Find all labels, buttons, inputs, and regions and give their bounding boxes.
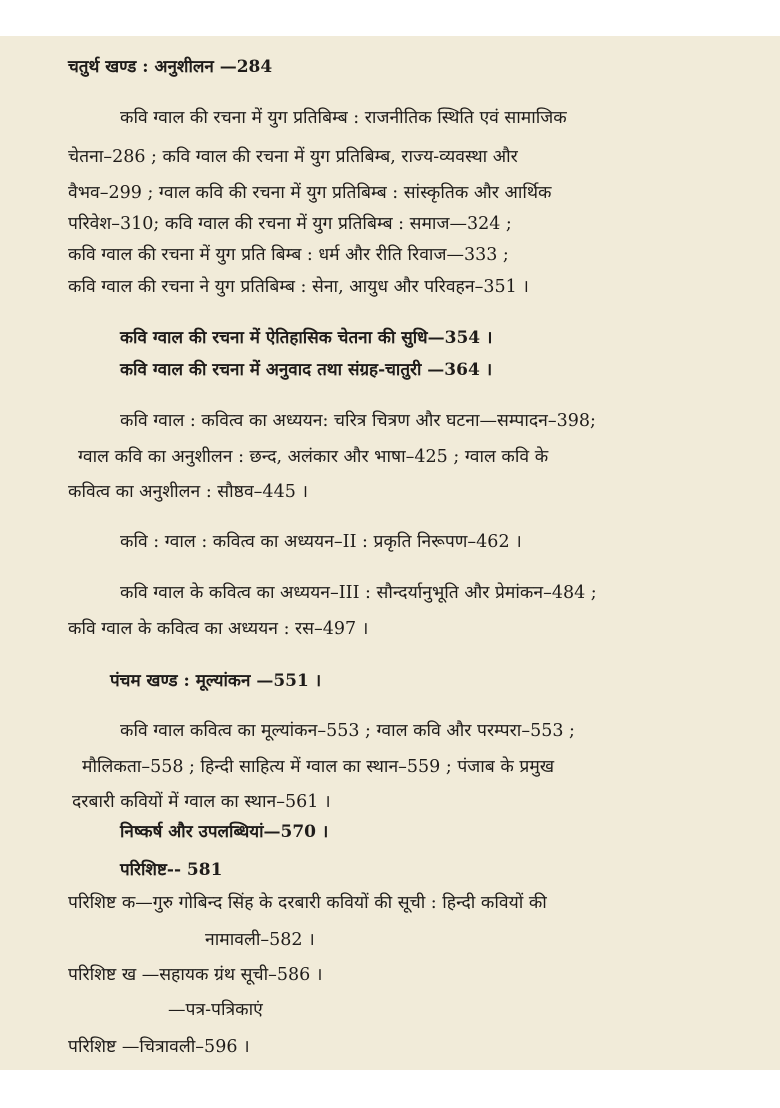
text-line: कवि ग्वाल की रचना ने युग प्रतिबिम्ब : सेना, आयुध और परिवहन–351 ।	[68, 277, 529, 297]
text-line: कवि ग्वाल के कवित्व का अध्ययन : रस–497 ।	[68, 619, 369, 639]
text-line: कवि ग्वाल की रचना में युग प्रतिबिम्ब : राजनीतिक स्थिति एवं सामाजिक	[120, 108, 567, 128]
section-heading-4: चतुर्थ खण्ड : अनुशीलन —284	[68, 57, 273, 77]
text-line: परिशिष्ट-- 581	[120, 860, 223, 880]
text-line: कवित्व का अनुशीलन : सौष्ठव–445 ।	[68, 482, 309, 502]
text-line: कवि ग्वाल की रचना में अनुवाद तथा संग्रह-चातुरी —364 ।	[120, 360, 493, 380]
appendix-line: परिशिष्ट क—गुरु गोबिन्द सिंह के दरबारी कवियों की सूची : हिन्दी कवियों की	[68, 893, 547, 913]
appendix-line: परिशिष्ट ख —सहायक ग्रंथ सूची–586 ।	[68, 965, 323, 985]
text-line: कवि ग्वाल की रचना में ऐतिहासिक चेतना की सुधि—354 ।	[120, 328, 493, 348]
appendix-line: —पत्र-पत्रिकाएं	[168, 1000, 263, 1020]
appendix-line: परिशिष्ट —चित्रावली–596 ।	[68, 1037, 250, 1057]
text-line: दरबारी कवियों में ग्वाल का स्थान–561 ।	[72, 792, 331, 812]
appendix-line: नामावली–582 ।	[205, 930, 315, 950]
page-sheet	[0, 36, 780, 1070]
text-line: मौलिकता–558 ; हिन्दी साहित्य में ग्वाल का स्थान–559 ; पंजाब के प्रमुख	[82, 757, 555, 777]
text-line: वैभव–299 ; ग्वाल कवि की रचना में युग प्रतिबिम्ब : सांस्कृतिक और आर्थिक	[68, 183, 552, 203]
text-line: कवि ग्वाल कवित्व का मूल्यांकन–553 ; ग्वाल कवि और परम्परा–553 ;	[120, 721, 575, 741]
text-line: कवि ग्वाल : कवित्व का अध्ययन: चरित्र चित्रण और घटना—सम्पादन–398;	[120, 411, 596, 431]
section-heading-5: पंचम खण्ड : मूल्यांकन —551 ।	[110, 671, 322, 691]
text-line: कवि ग्वाल के कवित्व का अध्ययन–III : सौन्दर्यानुभूति और प्रेमांकन–484 ;	[120, 583, 597, 603]
text-line: परिवेश–310; कवि ग्वाल की रचना में युग प्रतिबिम्ब : समाज—324 ;	[68, 214, 512, 234]
text-line: चेतना–286 ; कवि ग्वाल की रचना में युग प्रतिबिम्ब, राज्य-व्यवस्था और	[68, 147, 518, 167]
text-line: निष्कर्ष और उपलब्धियां—570 ।	[120, 822, 329, 842]
text-line: कवि : ग्वाल : कवित्व का अध्ययन–II : प्रकृति निरूपण–462 ।	[120, 532, 522, 552]
text-line: ग्वाल कवि का अनुशीलन : छन्द, अलंकार और भाषा–425 ; ग्वाल कवि के	[78, 447, 549, 467]
text-line: कवि ग्वाल की रचना में युग प्रति बिम्ब : धर्म और रीति रिवाज—333 ;	[68, 245, 509, 265]
